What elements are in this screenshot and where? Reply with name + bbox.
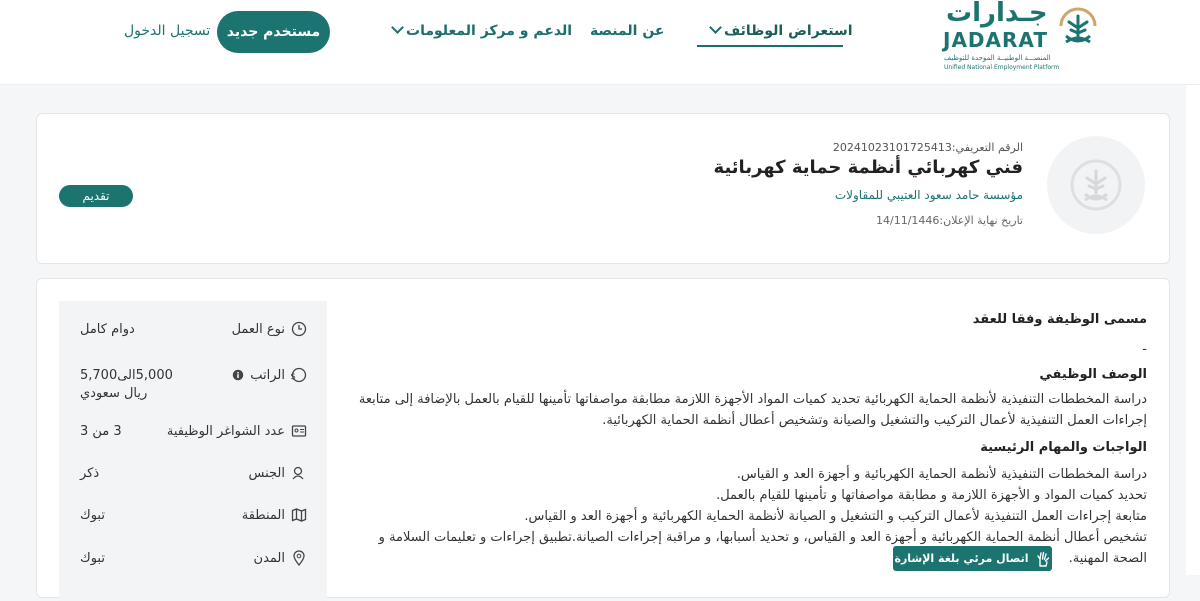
detail-label: الراتب <box>250 367 285 383</box>
detail-row-cities <box>59 550 327 590</box>
detail-value: 3 من 3 <box>80 424 122 439</box>
detail-label-container <box>249 465 307 481</box>
detail-label: نوع العمل <box>231 321 285 337</box>
nav-about-label: عن المنصة <box>590 23 665 39</box>
login-link[interactable]: تسجيل الدخول <box>124 23 211 39</box>
apply-button[interactable]: تقديم <box>59 185 133 207</box>
detail-row-vacancies <box>59 423 327 463</box>
detail-value: ذكر <box>80 466 100 481</box>
register-button[interactable]: مستخدم جديد <box>217 11 330 53</box>
jadarat-logo[interactable] <box>940 0 1110 76</box>
duty-item: تحديد كميات المواد و الأجهزة اللازمة و مطابقة مواصفاتها و تأمينها للقيام بالعمل. <box>716 488 1147 503</box>
detail-value: تبوك <box>80 551 105 566</box>
nav-browse-jobs-label: استعراض الوظائف <box>724 23 853 39</box>
nav-support[interactable] <box>387 23 572 39</box>
detail-value: 5,000الى5,700 ريال سعودي <box>80 368 173 401</box>
job-reference: الرقم التعريفي:20241023101725413 <box>832 141 1023 154</box>
contract-title-heading: مسمى الوظيفة وفقا للعقد <box>972 312 1147 327</box>
detail-label: المنطقة <box>241 507 285 523</box>
sign-language-call-button[interactable] <box>893 546 1052 571</box>
hand-sign-icon <box>1035 551 1051 567</box>
palm-swords-emblem-icon <box>1055 6 1101 52</box>
company-logo-placeholder <box>1047 136 1145 234</box>
map-icon <box>291 507 307 523</box>
detail-row-region <box>59 507 327 547</box>
info-icon[interactable] <box>232 369 244 381</box>
job-header-card <box>36 113 1170 264</box>
duties-heading: الواجبات والمهام الرئيسية <box>980 440 1147 455</box>
logo-english-text: JADARAT <box>943 28 1048 52</box>
detail-label-container <box>232 321 307 337</box>
sign-language-label: اتصال مرئي بلغة الإشارة <box>894 552 1029 565</box>
svg-text:$: $ <box>290 372 296 382</box>
job-description <box>347 309 1147 569</box>
job-title: فني كهربائي أنظمة حماية كهربائية <box>713 157 1023 178</box>
logo-subtitle-english: Unified National Employment Platform <box>944 64 1060 71</box>
top-navbar <box>0 0 1200 85</box>
money-icon <box>291 367 307 383</box>
location-pin-icon <box>291 550 307 566</box>
active-nav-underline <box>697 45 843 47</box>
id-card-icon <box>291 423 307 439</box>
announcement-deadline: تاريخ نهاية الإعلان:14/11/1446 <box>876 214 1023 227</box>
gender-icon <box>291 465 307 481</box>
detail-label: عدد الشواغر الوظيفية <box>166 423 285 439</box>
duty-item: تشخيص أعطال أنظمة الحماية الكهربائية و أجهزة العد و القياس، و تحديد أسبابها، و مراقبة إجراءات الصيانة.تطبيق إجراءات و تعليمات السلامة و الصحة المهنية. <box>378 530 1147 566</box>
contract-title-value: - <box>1142 342 1147 357</box>
nav-browse-jobs[interactable] <box>705 23 853 39</box>
detail-label-container <box>242 507 307 523</box>
chevron-down-icon <box>391 21 404 34</box>
chevron-down-icon <box>709 21 722 34</box>
logo-subtitle-arabic: المنصـــة الوطنيــة الموحدة للتوظيف <box>944 54 1051 62</box>
detail-label-container <box>254 550 307 566</box>
job-details-sidebar <box>59 301 327 601</box>
right-gutter <box>1186 85 1200 575</box>
detail-row-salary <box>59 367 327 417</box>
detail-label: الجنس <box>248 465 285 481</box>
detail-label: المدن <box>253 550 285 566</box>
nav-about[interactable] <box>590 23 664 39</box>
organization-link[interactable]: مؤسسة حامد سعود العتيبي للمقاولات <box>834 188 1023 202</box>
detail-label-container <box>232 367 307 383</box>
duty-item: متابعة إجراءات العمل التنفيذية لأعمال التركيب و التشغيل و الصيانة لأنظمة الحماية الكهربائية و أجهزة العد و القياس. <box>524 509 1147 524</box>
detail-value: دوام كامل <box>80 322 135 337</box>
job-description-heading: الوصف الوظيفي <box>1039 367 1147 382</box>
job-description-text: دراسة المخططات التنفيذية لأنظمة الحماية الكهربائية تحديد كميات المواد الأجهزة اللازمة مطابقة مواصفاتها تأمينها للقيام بالعمل بالإضافة إلى متابعة إجراءات العمل التنفيذية لأعمال التركيب والتشغيل والصيانة وتشخيص أعطال أنظمة الحماية الكهربائية. <box>358 392 1147 428</box>
detail-value: تبوك <box>80 508 105 523</box>
duty-item: دراسة المخططات التنفيذية لأنظمة الحماية الكهربائية و أجهزة العد و القياس. <box>736 467 1147 482</box>
nav-support-label: الدعم و مركز المعلومات <box>406 23 573 39</box>
detail-label-container <box>167 423 307 439</box>
clock-icon <box>291 321 307 337</box>
detail-row-gender <box>59 465 327 505</box>
palm-swords-placeholder-icon <box>1047 136 1145 234</box>
detail-row-work-type <box>59 321 327 361</box>
logo-arabic-text: جـدارات <box>946 0 1048 28</box>
